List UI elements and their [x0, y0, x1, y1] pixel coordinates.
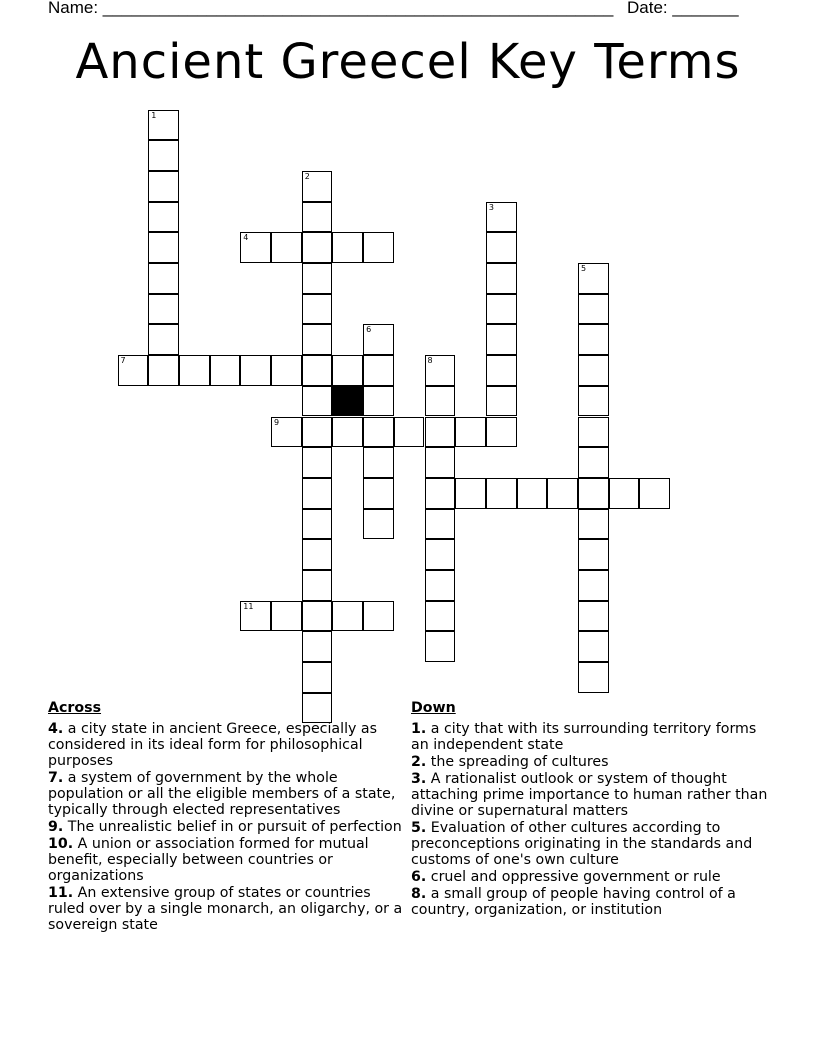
grid-cell[interactable] [486, 263, 517, 294]
grid-cell[interactable] [363, 478, 394, 509]
grid-cell[interactable] [578, 417, 609, 448]
grid-cell[interactable] [578, 509, 609, 540]
page-title: Ancient Greecel Key Terms [75, 34, 741, 90]
grid-cell[interactable] [578, 355, 609, 386]
grid-cell[interactable] [148, 232, 179, 263]
grid-cell[interactable] [363, 509, 394, 540]
grid-block-cell [332, 386, 363, 417]
clue-number: 9. [48, 819, 64, 835]
clue-number-label: 11 [243, 601, 254, 611]
clue-number: 3. [411, 771, 427, 787]
grid-cell[interactable] [148, 355, 179, 386]
grid-cell[interactable] [363, 601, 394, 632]
grid-cell[interactable] [609, 478, 640, 509]
grid-cell[interactable] [425, 631, 456, 662]
grid-cell[interactable] [486, 324, 517, 355]
clue-number: 1. [411, 721, 427, 737]
grid-cell[interactable] [578, 478, 609, 509]
clue-across-9 [48, 819, 404, 835]
clue-number-label: 2 [304, 171, 310, 181]
clue-text: a city that with its surrounding territory forms an independent state [411, 721, 757, 753]
grid-cell[interactable] [302, 417, 333, 448]
grid-cell[interactable] [302, 601, 333, 632]
grid-cell[interactable] [332, 355, 363, 386]
grid-cell[interactable] [578, 324, 609, 355]
clue-number: 6. [411, 869, 427, 885]
grid-cell[interactable] [455, 478, 486, 509]
grid-cell[interactable] [363, 324, 394, 355]
grid-cell[interactable] [240, 601, 271, 632]
clue-text: A rationalist outlook or system of thought attaching prime importance to human rather than divine or supernatural matters [411, 771, 768, 819]
grid-cell[interactable] [148, 110, 179, 141]
clue-number: 11. [48, 885, 74, 901]
grid-cell[interactable] [271, 417, 302, 448]
clue-number-label: 8 [427, 356, 433, 366]
grid-cell[interactable] [148, 140, 179, 171]
grid-cell[interactable] [302, 631, 333, 662]
grid-cell[interactable] [363, 232, 394, 263]
grid-cell[interactable] [332, 601, 363, 632]
clue-number: 7. [48, 770, 64, 786]
grid-cell[interactable] [578, 601, 609, 632]
grid-cell[interactable] [486, 202, 517, 233]
grid-cell[interactable] [425, 417, 456, 448]
clue-number-label: 4 [243, 233, 249, 243]
clue-text: An extensive group of states or countries ruled over by a single monarch, an oligarchy, or a sovereign state [48, 885, 403, 933]
grid-cell[interactable] [394, 417, 425, 448]
down-clues [411, 700, 771, 919]
grid-cell[interactable] [486, 386, 517, 417]
grid-cell[interactable] [332, 232, 363, 263]
clue-text: the spreading of cultures [430, 754, 609, 770]
grid-cell[interactable] [271, 601, 302, 632]
grid-cell[interactable] [363, 386, 394, 417]
grid-cell[interactable] [240, 355, 271, 386]
grid-cell[interactable] [425, 447, 456, 478]
grid-cell[interactable] [363, 355, 394, 386]
clue-number-label: 3 [488, 202, 494, 212]
grid-cell[interactable] [179, 355, 210, 386]
grid-cell[interactable] [302, 355, 333, 386]
clue-number-label: 5 [581, 264, 587, 273]
grid-cell[interactable] [302, 662, 333, 693]
grid-cell[interactable] [148, 202, 179, 233]
grid-cell[interactable] [486, 417, 517, 448]
grid-cell[interactable] [578, 294, 609, 325]
grid-cell[interactable] [302, 202, 333, 233]
across-clues [48, 700, 404, 934]
grid-cell[interactable] [639, 478, 670, 509]
clue-number: 4. [48, 721, 64, 737]
grid-cell[interactable] [425, 539, 456, 570]
clue-across-7 [48, 770, 404, 818]
grid-cell[interactable] [578, 386, 609, 417]
grid-cell[interactable] [240, 232, 271, 263]
grid-cell[interactable] [486, 294, 517, 325]
clue-down-6 [411, 869, 771, 885]
across-heading: Across [48, 700, 102, 716]
grid-cell[interactable] [302, 447, 333, 478]
grid-cell[interactable] [302, 232, 333, 263]
down-heading: Down [411, 700, 456, 716]
grid-cell[interactable] [302, 386, 333, 417]
date-field[interactable]: Date: _______ [627, 0, 739, 17]
grid-cell[interactable] [148, 294, 179, 325]
clue-down-8 [411, 886, 771, 918]
clue-text: a small group of people having control of a country, organization, or institution [411, 886, 736, 918]
clue-number-label: 1 [151, 110, 157, 120]
grid-cell[interactable] [578, 662, 609, 693]
grid-cell[interactable] [148, 263, 179, 294]
clue-text: cruel and oppressive government or rule [430, 869, 721, 885]
clue-text: The unrealistic belief in or pursuit of perfection [67, 819, 402, 835]
grid-cell[interactable] [118, 355, 149, 386]
clue-number: 5. [411, 820, 427, 836]
grid-cell[interactable] [363, 417, 394, 448]
grid-cell[interactable] [425, 509, 456, 540]
clue-text: a city state in ancient Greece, especially as considered in its ideal form for philosophical purposes [48, 721, 377, 769]
grid-cell[interactable] [302, 324, 333, 355]
clue-down-3 [411, 771, 771, 819]
grid-cell[interactable] [302, 478, 333, 509]
grid-cell[interactable] [578, 447, 609, 478]
clue-number-label: 7 [120, 356, 126, 366]
clue-number-label: 9 [274, 417, 280, 427]
clue-text: Evaluation of other cultures according to preconceptions originating in the standards and customs of one's own culture [411, 820, 753, 868]
grid-cell[interactable] [302, 171, 333, 202]
clue-number-label: 6 [366, 325, 372, 335]
grid-cell[interactable] [302, 539, 333, 570]
grid-cell[interactable] [148, 324, 179, 355]
name-field[interactable]: Name: ______________________________________________________ [48, 0, 614, 17]
clue-number: 8. [411, 886, 427, 902]
clue-text: A union or association formed for mutual benefit, especially between countries or organizations [48, 836, 369, 884]
grid-cell[interactable] [578, 570, 609, 601]
clue-across-4 [48, 721, 404, 769]
clue-down-1 [411, 721, 771, 753]
grid-cell[interactable] [486, 232, 517, 263]
grid-cell[interactable] [578, 539, 609, 570]
grid-cell[interactable] [302, 509, 333, 540]
clue-number: 10. [48, 836, 74, 852]
grid-cell[interactable] [425, 478, 456, 509]
grid-cell[interactable] [578, 631, 609, 662]
grid-cell[interactable] [425, 355, 456, 386]
clue-down-2 [411, 754, 771, 770]
clue-across-10 [48, 836, 404, 884]
grid-cell[interactable] [271, 355, 302, 386]
grid-cell[interactable] [148, 171, 179, 202]
grid-cell[interactable] [578, 263, 609, 294]
grid-cell[interactable] [425, 601, 456, 632]
grid-cell[interactable] [363, 447, 394, 478]
clue-text: a system of government by the whole population or all the eligible members of a state, typically through elected representatives [48, 770, 396, 818]
grid-cell[interactable] [210, 355, 241, 386]
clue-across-11 [48, 885, 404, 933]
grid-cell[interactable] [486, 355, 517, 386]
grid-cell[interactable] [302, 263, 333, 294]
grid-cell[interactable] [425, 570, 456, 601]
grid-cell[interactable] [547, 478, 578, 509]
grid-cell[interactable] [425, 386, 456, 417]
clue-number: 2. [411, 754, 427, 770]
grid-cell[interactable] [455, 417, 486, 448]
grid-cell[interactable] [302, 294, 333, 325]
grid-cell[interactable] [271, 232, 302, 263]
grid-cell[interactable] [517, 478, 548, 509]
grid-cell[interactable] [332, 417, 363, 448]
clue-down-5 [411, 820, 771, 868]
grid-cell[interactable] [486, 478, 517, 509]
grid-cell[interactable] [302, 570, 333, 601]
